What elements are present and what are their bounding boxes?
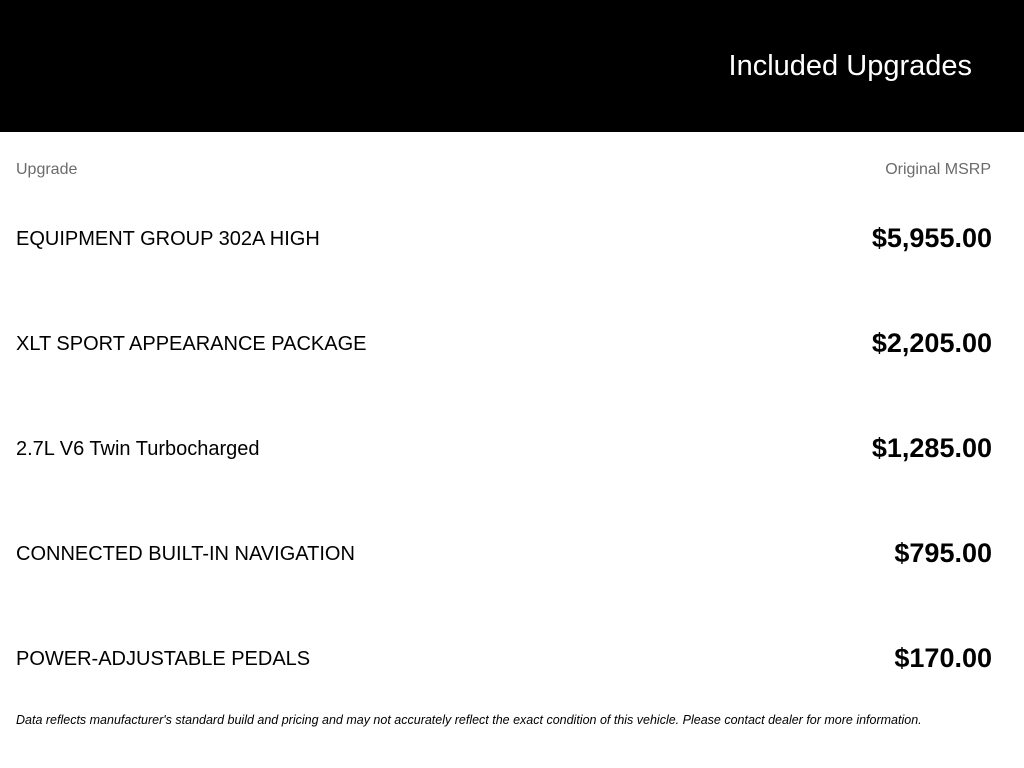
upgrade-row (0, 638, 1024, 678)
header-banner (0, 0, 1024, 132)
upgrade-price: $2,205.00 (871, 328, 992, 358)
upgrade-row (0, 428, 1024, 468)
page-title: Included Upgrades (728, 50, 972, 82)
upgrade-row (0, 533, 1024, 573)
msrp-column-header: Original MSRP (885, 161, 991, 178)
upgrade-name: EQUIPMENT GROUP 302A HIGH (16, 228, 320, 250)
upgrade-row (0, 323, 1024, 363)
upgrade-name: POWER-ADJUSTABLE PEDALS (16, 648, 311, 670)
upgrade-price: $5,955.00 (871, 223, 992, 253)
upgrade-price: $170.00 (894, 643, 992, 673)
disclaimer-text: Data reflects manufacturer's standard build and pricing and may not accurately reflect the exact condition of this vehicle. Please contact dealer for more information. (16, 713, 922, 727)
upgrade-price: $1,285.00 (871, 433, 992, 463)
upgrade-price: $795.00 (894, 538, 992, 568)
upgrade-name: XLT SPORT APPEARANCE PACKAGE (16, 333, 367, 355)
upgrade-column-header: Upgrade (16, 161, 78, 178)
upgrade-name: 2.7L V6 Twin Turbocharged (16, 438, 260, 460)
upgrade-row (0, 218, 1024, 258)
upgrade-name: CONNECTED BUILT-IN NAVIGATION (16, 543, 355, 565)
